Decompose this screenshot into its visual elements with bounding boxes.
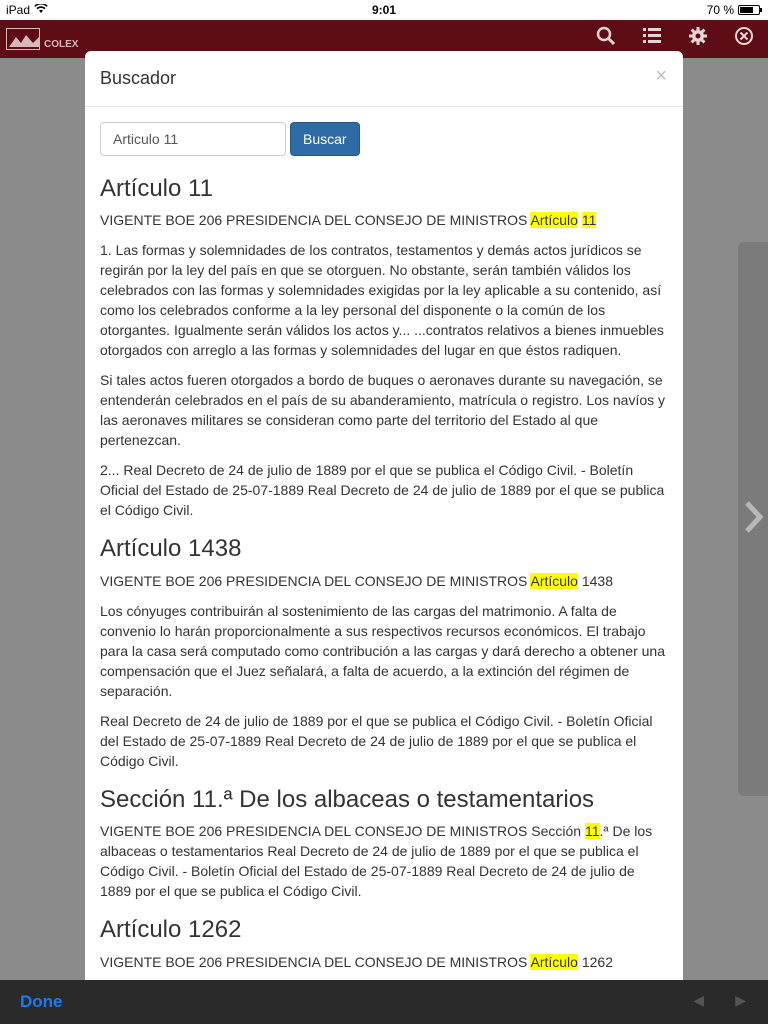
highlighted-term: Artículo	[530, 212, 578, 229]
modal-header	[85, 51, 683, 107]
search-button[interactable]: Buscar	[290, 122, 360, 156]
result-meta	[100, 571, 668, 591]
status-time: 9:01	[371, 3, 397, 17]
close-circle-icon[interactable]	[732, 26, 756, 50]
search-modal	[85, 51, 683, 980]
result-title[interactable]: Artículo 11	[100, 175, 213, 202]
done-button[interactable]: Done	[20, 992, 63, 1011]
status-right	[707, 3, 760, 17]
highlighted-term: Artículo	[530, 953, 578, 970]
device-name: iPad	[6, 3, 31, 17]
next-button[interactable]: ▶	[735, 992, 746, 1008]
meta-text: VIGENTE BOE 206 PRESIDENCIA DEL CONSEJO DE MINISTROS	[100, 572, 531, 589]
battery-fill	[740, 7, 753, 13]
search-result[interactable]	[100, 536, 668, 770]
meta-text: VIGENTE BOE 206 PRESIDENCIA DEL CONSEJO DE MINISTROS Sección	[100, 823, 585, 840]
bottom-toolbar	[0, 980, 768, 1024]
meta-text: 1438	[577, 572, 613, 589]
search-result[interactable]	[100, 917, 668, 971]
meta-text: VIGENTE BOE 206 PRESIDENCIA DEL CONSEJO DE MINISTROS	[100, 212, 531, 229]
meta-text: VIGENTE BOE 206 PRESIDENCIA DEL CONSEJO DE MINISTROS	[100, 953, 531, 970]
result-title[interactable]: Artículo 1438	[100, 535, 242, 563]
highlighted-term: 11	[584, 823, 600, 840]
result-title[interactable]: Artículo 1262	[100, 916, 242, 944]
result-meta	[100, 952, 668, 972]
results-list	[100, 176, 668, 972]
meta-text: 1262	[577, 953, 613, 970]
status-bar	[0, 0, 768, 20]
logo-text: COLEX	[44, 38, 79, 50]
result-paragraph: 2... Real Decreto de 24 de julio de 1889 por el que se publica el Código Civil. - Boletín Oficial del Estado de 25-07-1889 Real Decreto de 24 de julio de 1889 por el que se publica el Código Civil.	[100, 462, 665, 519]
close-icon[interactable]: ×	[655, 65, 667, 87]
modal-title: Buscador	[100, 68, 177, 88]
modal-body	[85, 107, 683, 980]
list-icon[interactable]	[640, 26, 664, 50]
meta-text: .ª De los albaceas o testamentarios Real Decreto de 24 de julio de 1889 por el que se publica el Código Civil. - Boletín Oficial del Estado de 25-07-1889 Real Decreto de 24 de julio de 1889 por el que se publica el Código Civil.	[100, 823, 653, 900]
logo-icon	[6, 28, 40, 50]
previous-button[interactable]: ◀	[693, 992, 704, 1008]
result-meta	[100, 821, 668, 901]
highlighted-term: Artículo	[530, 572, 578, 589]
header-actions	[594, 26, 756, 50]
battery-icon	[738, 5, 760, 15]
app-logo[interactable]	[6, 28, 78, 50]
result-paragraph: 1. Las formas y solemnidades de los contratos, testamentos y demás actos jurídicos se regirán por la ley del país en que se otorguen. No obstante, serán también válidos los celebrados con las formas y solemnidades exigidas por la ley aplicable a su contenido, así como los celebrados conforme a la ley personal del disponente o la común de los otorgantes. Igualmente serán válidos los actos y... ...contratos relativos a bienes inmuebles otorgados con arreglo a las formas y solemnidades del lugar en que éstos radiquen.	[100, 242, 664, 359]
result-paragraph: Los cónyuges contribuirán al sostenimiento de las cargas del matrimonio. A falta de convenio lo harán proporcionalmente a sus respectivos recursos económicos. El trabajo para la casa será computado como contribución a las cargas y dará derecho a obtener una compensación que el Juez señalará, a falta de acuerdo, a la extinción del régimen de separación.	[100, 602, 666, 699]
gear-icon[interactable]	[686, 26, 710, 50]
search-input[interactable]	[100, 122, 286, 156]
search-row	[100, 122, 668, 156]
result-meta	[100, 210, 668, 230]
search-icon[interactable]	[594, 26, 618, 50]
result-paragraph: Si tales actos fueren otorgados a bordo de buques o aeronaves durante su navegación, se entenderán celebrados en el país de su abanderamiento, matrícula o registro. Los navíos y las aeronaves militares se consideran como parte del territorio del Estado al que pertenezcan.	[100, 372, 666, 449]
result-paragraph: Real Decreto de 24 de julio de 1889 por el que se publica el Código Civil. - Boletín Oficial del Estado de 25-07-1889 Real Decreto de 24 de julio de 1889 por el que se publica el Código Civil.	[100, 712, 653, 769]
search-result[interactable]	[100, 787, 668, 901]
chevron-right-icon[interactable]	[744, 500, 764, 543]
battery-percent: 70 %	[706, 3, 734, 17]
highlighted-term: 11	[581, 212, 597, 229]
result-title[interactable]: Sección 11.ª De los albaceas o testamentarios	[100, 785, 595, 813]
search-result[interactable]	[100, 176, 668, 520]
